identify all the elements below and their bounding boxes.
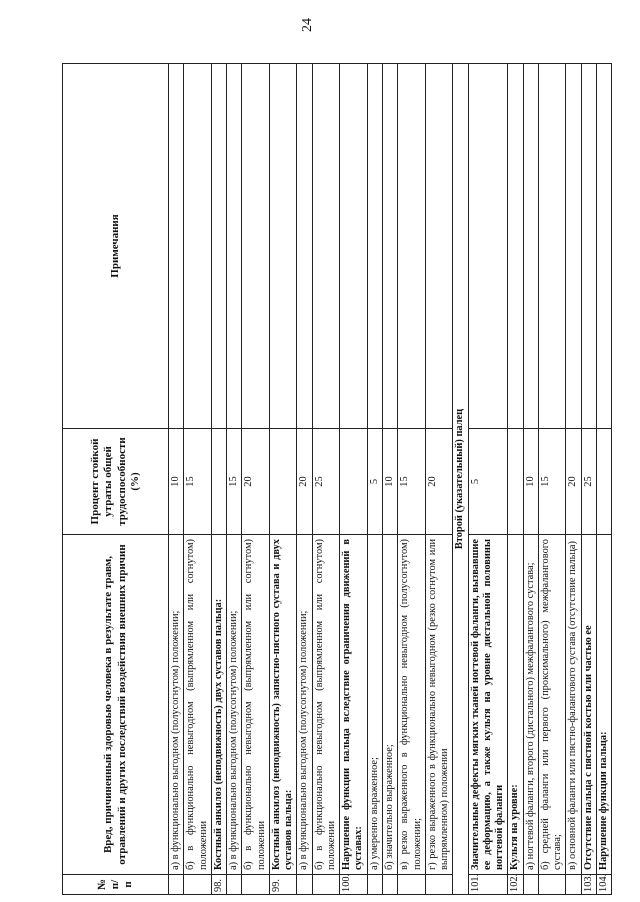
document-table-container — [62, 63, 609, 895]
row-number: 103. — [581, 875, 596, 895]
table-row — [453, 64, 468, 895]
row-percent — [508, 429, 523, 535]
row-number — [242, 875, 270, 895]
table-body — [169, 64, 612, 895]
row-description: Нарушение функции пальца вследствие ограничения движений в суставах: — [340, 535, 368, 875]
row-description: г) резко выраженного в функционально невыгодном (резко согнутом или выпрямленном) положении — [425, 535, 453, 875]
row-percent: 5 — [468, 429, 508, 535]
row-notes — [581, 64, 596, 429]
row-number: 98. — [211, 875, 226, 895]
row-number: 104. — [596, 875, 611, 895]
row-description: Нарушение функции пальца: — [596, 535, 611, 875]
row-percent — [340, 429, 368, 535]
row-number — [169, 875, 184, 895]
row-notes — [566, 64, 581, 429]
row-number — [382, 875, 397, 895]
table-row — [508, 64, 523, 895]
page-number: 24 — [300, 18, 315, 32]
table-row — [184, 64, 212, 895]
table-row — [367, 64, 382, 895]
table-row — [468, 64, 508, 895]
row-percent: 10 — [523, 429, 538, 535]
table-row — [523, 64, 538, 895]
row-description: в) основной фаланги или пястно-фалангового сустава (отсутствие пальца) — [566, 535, 581, 875]
row-description: б) значительно выраженное; — [382, 535, 397, 875]
row-notes — [468, 64, 508, 429]
header-num: № п/п — [63, 875, 169, 895]
table-header-row — [63, 64, 169, 895]
row-number: 99. — [269, 875, 297, 895]
row-percent: 15 — [184, 429, 212, 535]
row-percent — [596, 429, 611, 535]
row-number — [227, 875, 242, 895]
row-percent: 20 — [242, 429, 270, 535]
row-number: 102. — [508, 875, 523, 895]
table-row — [382, 64, 397, 895]
table-row — [227, 64, 242, 895]
row-notes — [508, 64, 523, 429]
row-description: Костный анкилоз (неподвижность) двух суставов пальца: — [211, 535, 226, 875]
row-notes — [596, 64, 611, 429]
row-percent: 10 — [169, 429, 184, 535]
row-percent: 25 — [581, 429, 596, 535]
table-row — [211, 64, 226, 895]
row-notes — [425, 64, 453, 429]
header-description: Вред, причиненный здоровью человека в результате травм, отравлений и других последствий воздействия внешних причин — [63, 535, 169, 875]
row-number — [184, 875, 212, 895]
row-number — [312, 875, 340, 895]
row-percent: 15 — [227, 429, 242, 535]
row-percent: 15 — [538, 429, 566, 535]
row-number — [566, 875, 581, 895]
row-description: Значительные дефекты мягких тканей ногтевой фаланги, вызвавшие ее деформацию, а также культя на уровне дистальной половины ногтевой фаланги — [468, 535, 508, 875]
row-notes — [382, 64, 397, 429]
injury-table — [62, 63, 612, 895]
row-percent: 20 — [566, 429, 581, 535]
row-number — [367, 875, 382, 895]
row-number — [425, 875, 453, 895]
header-notes: Примечания — [63, 64, 169, 429]
header-percent: Процент стойкой утраты общей трудоспособности (%) — [63, 429, 169, 535]
table-row — [242, 64, 270, 895]
table-row — [425, 64, 453, 895]
row-description: Отсутствие пальца с пястной костью или частью ее — [581, 535, 596, 875]
row-notes — [538, 64, 566, 429]
row-number — [523, 875, 538, 895]
row-notes — [227, 64, 242, 429]
row-notes — [269, 64, 297, 429]
row-description: Костный анкилоз (неподвижность) запястно-пястного сустава и двух суставов пальца: — [269, 535, 297, 875]
row-notes — [242, 64, 270, 429]
row-description: а) в функционально выгодном (полусогнутом) положении; — [227, 535, 242, 875]
row-percent: 20 — [297, 429, 312, 535]
row-description: а) в функционально выгодном (полусогнутом) положении; — [297, 535, 312, 875]
row-notes — [297, 64, 312, 429]
row-number: 100. — [340, 875, 368, 895]
row-number — [398, 875, 426, 895]
row-number — [297, 875, 312, 895]
table-row — [581, 64, 596, 895]
row-description: в) резко выраженного в функционально невыгодном (полусогнутом) положении; — [398, 535, 426, 875]
row-percent: 5 — [367, 429, 382, 535]
row-notes — [169, 64, 184, 429]
row-notes — [367, 64, 382, 429]
row-description: б) в функционально невыгодном (выпрямленном или согнутом) положении — [242, 535, 270, 875]
row-description: а) ногтевой фаланги, второго (дистального) межфалангового сустава; — [523, 535, 538, 875]
row-description: б) в функционально невыгодном (выпрямленном или согнутом) положении — [184, 535, 212, 875]
row-notes — [398, 64, 426, 429]
row-percent: 25 — [312, 429, 340, 535]
row-description: Культя на уровне: — [508, 535, 523, 875]
row-description: а) умеренно выраженное; — [367, 535, 382, 875]
table-row — [297, 64, 312, 895]
row-percent: 10 — [382, 429, 397, 535]
row-number: 101. — [468, 875, 508, 895]
row-percent — [211, 429, 226, 535]
table-row — [596, 64, 611, 895]
row-description: б) средней фаланги или первого (проксимального) межфалангового сустава; — [538, 535, 566, 875]
row-percent — [269, 429, 297, 535]
table-row — [169, 64, 184, 895]
row-notes — [211, 64, 226, 429]
row-notes — [523, 64, 538, 429]
table-row — [566, 64, 581, 895]
row-notes — [340, 64, 368, 429]
row-notes — [184, 64, 212, 429]
row-description: б) в функционально невыгодном (выпрямленном или согнутом) положении — [312, 535, 340, 875]
row-description: а) в функционально выгодном (полусогнутом) положении; — [169, 535, 184, 875]
row-notes — [312, 64, 340, 429]
table-row — [340, 64, 368, 895]
row-percent: 15 — [398, 429, 426, 535]
row-number — [538, 875, 566, 895]
row-percent: 20 — [425, 429, 453, 535]
section-heading: Второй (указательный) палец — [453, 64, 468, 895]
table-row — [398, 64, 426, 895]
table-row — [312, 64, 340, 895]
table-row — [269, 64, 297, 895]
table-row — [538, 64, 566, 895]
